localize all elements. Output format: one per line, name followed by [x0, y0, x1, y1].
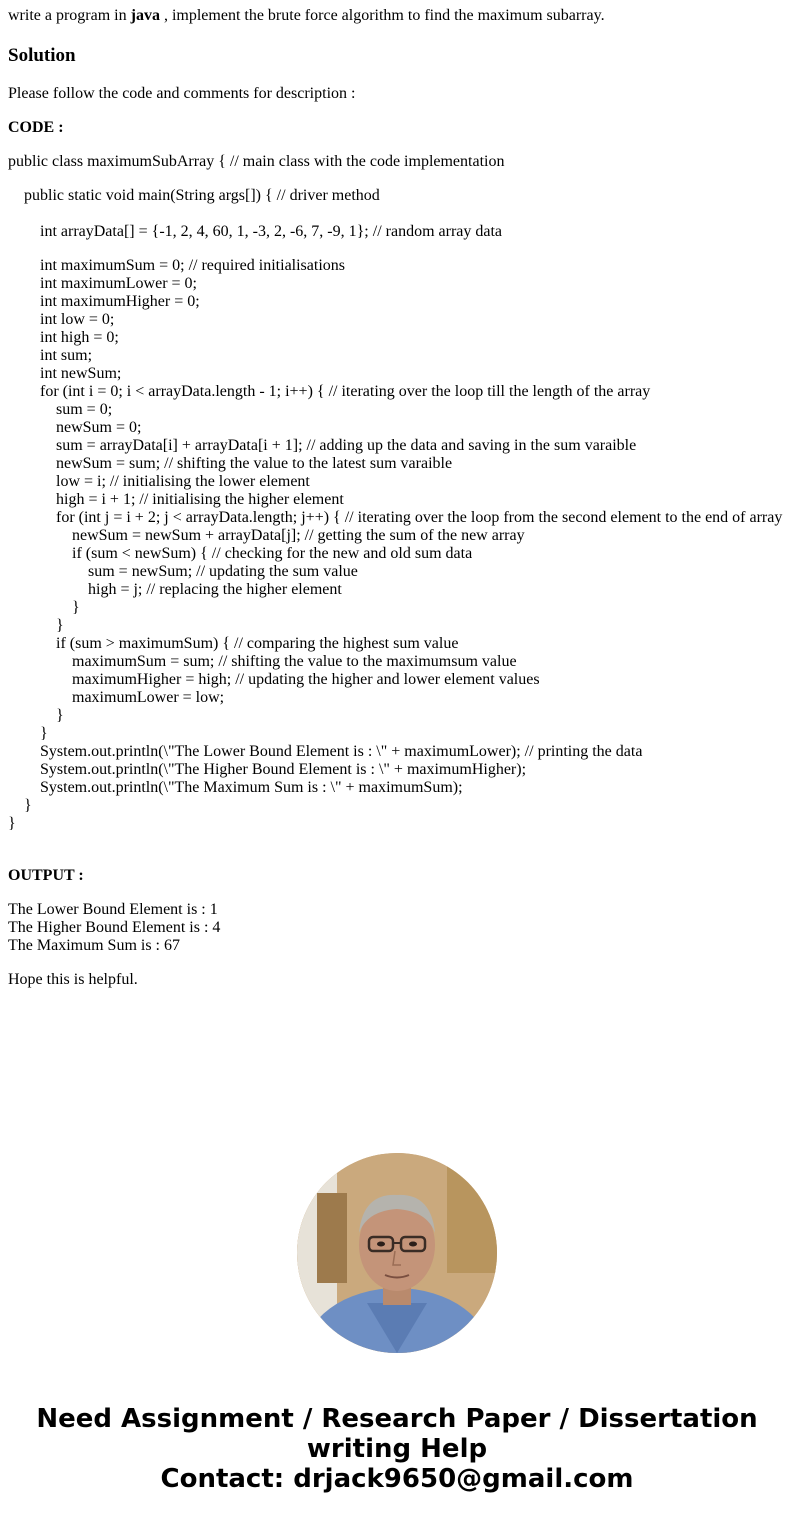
output-line: The Lower Bound Element is : 1 — [8, 901, 218, 918]
promo-line-1: Need Assignment / Research Paper / Dissertation — [36, 1404, 758, 1434]
intro-text: Please follow the code and comments for description : — [8, 85, 356, 102]
code-line: for (int i = 0; i < arrayData.length - 1; i++) { // iterating over the loop till the length of the array — [8, 383, 651, 400]
code-line: sum = arrayData[i] + arrayData[i + 1]; // adding up the data and saving in the sum varaible — [8, 437, 637, 454]
solution-heading: Solution — [8, 45, 76, 66]
code-line: int newSum; — [8, 365, 122, 382]
code-line: int maximumSum = 0; // required initialisations — [8, 257, 345, 274]
code-line: System.out.println(\"The Maximum Sum is : \" + maximumSum); — [8, 779, 463, 796]
code-line: sum = newSum; // updating the sum value — [8, 563, 358, 580]
code-line: } — [8, 617, 64, 634]
promo-line-2: writing Help — [306, 1434, 488, 1464]
code-label: CODE : — [8, 119, 64, 136]
closing-text: Hope this is helpful. — [8, 971, 138, 988]
code-line: low = i; // initialising the lower element — [8, 473, 310, 490]
code-line: maximumHigher = high; // updating the higher and lower element values — [8, 671, 540, 688]
code-line: int maximumHigher = 0; — [8, 293, 200, 310]
code-line: maximumLower = low; — [8, 689, 225, 706]
output-lines — [8, 901, 220, 955]
output-label: OUTPUT : — [8, 867, 84, 884]
code-line: } — [8, 797, 32, 814]
code-line: sum = 0; — [8, 401, 113, 418]
code-line: } — [8, 725, 48, 742]
code-line: int sum; — [8, 347, 93, 364]
code-line: } — [8, 707, 64, 724]
output-line: The Maximum Sum is : 67 — [8, 937, 180, 954]
output-line: The Higher Bound Element is : 4 — [8, 919, 221, 936]
code-line: public static void main(String args[]) { // driver method — [8, 187, 380, 204]
question-text — [8, 7, 605, 25]
promo-banner — [0, 1404, 794, 1494]
question-prefix: write a program in — [8, 7, 131, 24]
promo-contact: Contact: drjack9650@gmail.com — [160, 1464, 634, 1494]
code-line: if (sum < newSum) { // checking for the new and old sum data — [8, 545, 473, 562]
code-line: maximumSum = sum; // shifting the value to the maximumsum value — [8, 653, 517, 670]
code-line: int low = 0; — [8, 311, 115, 328]
code-line: high = j; // replacing the higher element — [8, 581, 342, 598]
code-line: int high = 0; — [8, 329, 119, 346]
code-line: if (sum > maximumSum) { // comparing the highest sum value — [8, 635, 459, 652]
code-line: newSum = 0; — [8, 419, 142, 436]
code-line: System.out.println(\"The Lower Bound Element is : \" + maximumLower); // printing the data — [8, 743, 643, 760]
code-line: System.out.println(\"The Higher Bound Element is : \" + maximumHigher); — [8, 761, 527, 778]
code-line: } — [8, 815, 16, 832]
code-line: } — [8, 599, 80, 616]
author-avatar — [297, 1153, 497, 1353]
code-line: newSum = newSum + arrayData[j]; // getting the sum of the new array — [8, 527, 525, 544]
code-line: public class maximumSubArray { // main class with the code implementation — [8, 153, 505, 170]
code-line: high = i + 1; // initialising the higher element — [8, 491, 344, 508]
code-line: for (int j = i + 2; j < arrayData.length; j++) { // iterating over the loop from the second element to the end of array — [8, 509, 783, 526]
avatar-portrait-icon — [297, 1153, 497, 1353]
question-language: java — [130, 7, 160, 24]
code-line: newSum = sum; // shifting the value to the latest sum varaible — [8, 455, 453, 472]
code-line: int maximumLower = 0; — [8, 275, 197, 292]
question-suffix: , implement the brute force algorithm to find the maximum subarray. — [159, 7, 605, 24]
code-line: int arrayData[] = {-1, 2, 4, 60, 1, -3, 2, -6, 7, -9, 1}; // random array data — [8, 223, 503, 240]
